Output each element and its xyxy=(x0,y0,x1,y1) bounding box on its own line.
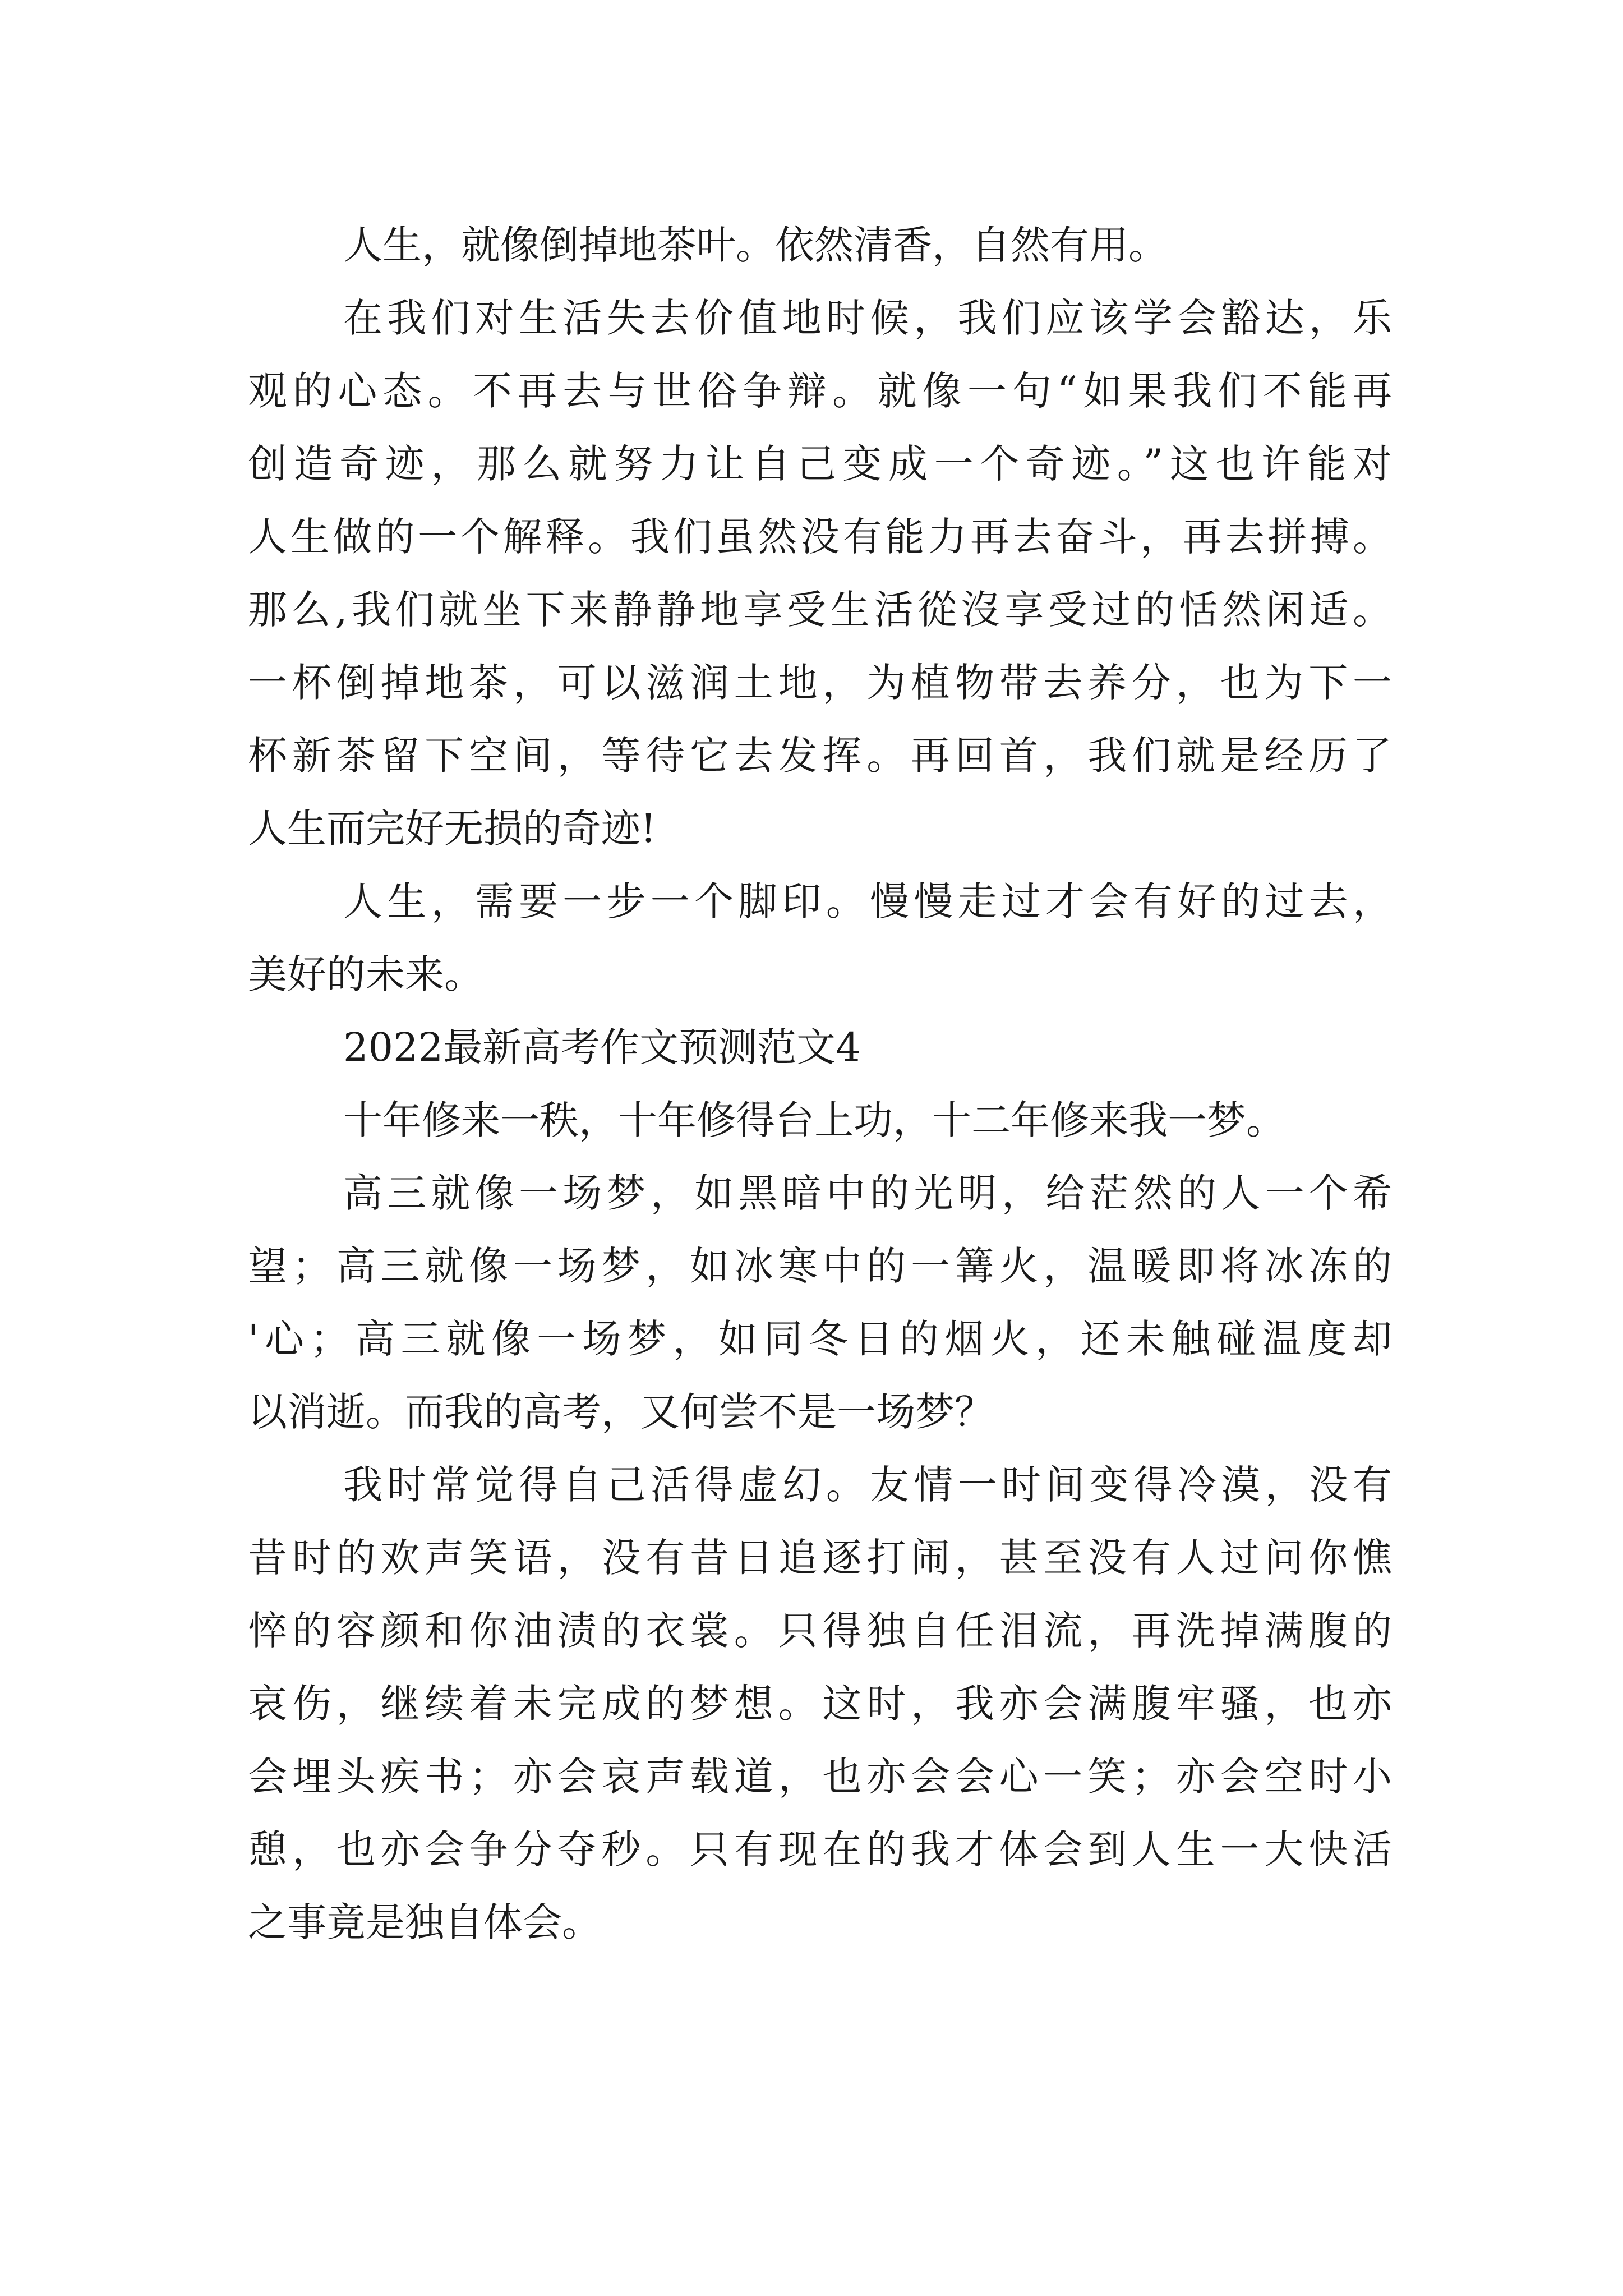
text-line: 望；高三就像一场梦，如冰寒中的一篝火，温暖即将冰冻的 xyxy=(248,1243,1392,1289)
section-heading xyxy=(248,1011,1392,1084)
text-line: '心；高三就像一场梦，如同冬日的烟火，还未触碰温度却 xyxy=(248,1316,1392,1362)
text-line: 高三就像一场梦，如黑暗中的光明，给茫然的人一个希 xyxy=(343,1170,1392,1216)
paragraph xyxy=(248,865,1392,1011)
text-line: 那么,我们就坐下来静静地享受生活從沒享受过的恬然闲适。 xyxy=(248,587,1392,633)
text-line: 以消逝。而我的高考，又何尝不是一场梦？ xyxy=(248,1389,994,1435)
paragraph xyxy=(248,282,1392,865)
paragraph xyxy=(248,1448,1392,1959)
text-line: 人生，需要一步一个脚印。慢慢走过才会有好的过去， xyxy=(343,878,1392,924)
text-line: 人生而完好无损的奇迹! xyxy=(248,806,657,852)
text-line: 人生，就像倒掉地茶叶。依然清香，自然有用。 xyxy=(343,222,1168,268)
text-line: 悴的容颜和你油渍的衣裳。只得独自任泪流，再洗掉满腹的 xyxy=(248,1608,1392,1654)
text-line: 杯新茶留下空间，等待它去发挥。再回首，我们就是经历了 xyxy=(248,733,1392,779)
text-line: 在我们对生活失去价值地时候，我们应该学会豁达，乐 xyxy=(343,295,1392,341)
text-line: 十年修来一秩，十年修得台上功，十二年修来我一梦。 xyxy=(343,1097,1285,1143)
text-line: 我时常觉得自己活得虚幻。友情一时间变得冷漠，没有 xyxy=(343,1462,1392,1508)
text-line: 美好的未来。 xyxy=(248,951,483,997)
text-line: 哀伤，继续着未完成的梦想。这时，我亦会满腹牢骚，也亦 xyxy=(248,1681,1392,1727)
text-line: 憩，也亦会争分夺秒。只有现在的我才体会到人生一大快活 xyxy=(248,1826,1392,1872)
text-line: 会埋头疾书；亦会哀声载道，也亦会会心一笑；亦会空时小 xyxy=(248,1754,1392,1800)
text-line: 昔时的欢声笑语，没有昔日追逐打闹，甚至没有人过问你憔 xyxy=(248,1535,1392,1581)
paragraph xyxy=(248,1157,1392,1448)
text-line: 之事竟是独自体会。 xyxy=(248,1899,601,1945)
paragraph xyxy=(248,209,1392,282)
text-line: 观的心态。不再去与世俗争辩。就像一句“如果我们不能再 xyxy=(248,368,1392,414)
text-line: 一杯倒掉地茶，可以滋润土地，为植物带去养分，也为下一 xyxy=(248,660,1392,706)
paragraph xyxy=(248,1084,1392,1157)
document-body xyxy=(248,209,1392,1959)
text-line: 人生做的一个解释。我们虽然没有能力再去奋斗，再去拼搏。 xyxy=(248,514,1392,560)
text-line: 创造奇迹，那么就努力让自己变成一个奇迹。”这也许能对 xyxy=(248,441,1392,487)
section-title: 2022最新高考作文预测范文4 xyxy=(343,1024,861,1070)
